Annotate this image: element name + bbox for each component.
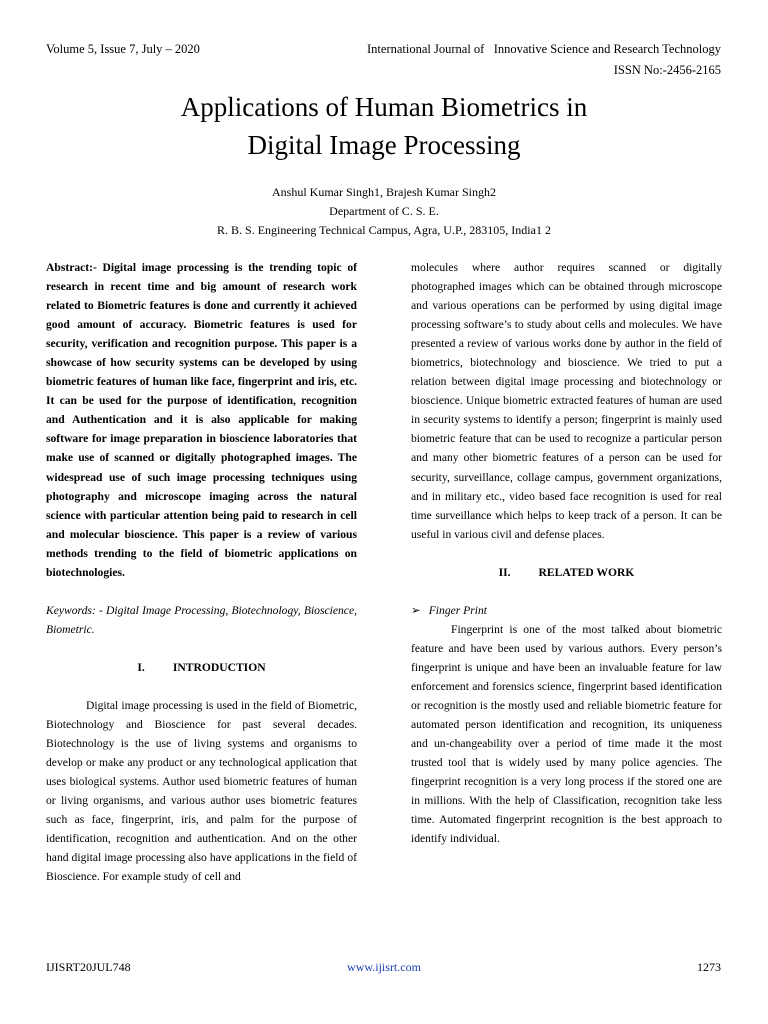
section-title: INTRODUCTION	[172, 660, 266, 674]
footer-website-link[interactable]: www.ijisrt.com	[347, 960, 421, 974]
header-issn: ISSN No:-2456-2165	[613, 63, 721, 77]
author-department: Department of C. S. E.	[329, 204, 439, 218]
title-line-1: Applications of Human Biometrics in	[180, 92, 588, 122]
paper-title	[0, 88, 768, 164]
section-number: I.	[137, 660, 145, 674]
header-journal: International Journal of Innovative Science and Research Technology	[367, 42, 721, 56]
subsection-title: Finger Print	[428, 603, 488, 617]
subsection-heading-finger-print	[411, 601, 722, 620]
author-names: Anshul Kumar Singh1, Brajesh Kumar Singh2	[272, 185, 496, 199]
author-block	[0, 183, 768, 240]
title-line-2: Digital Image Processing	[247, 130, 521, 160]
section-number: II.	[498, 565, 511, 579]
left-column	[46, 258, 357, 886]
arrow-bullet-icon: ➢	[411, 603, 421, 617]
introduction-continued: molecules where author requires scanned or digitally photographed images which can be obtained through microscope and various operations can be performed by using digital image processing software’s to study about cells and molecules. We have presented a review of various works done by author in the field of biometrics, biotechnology and bioscience. We tried to put a relation between digital image processing and biotechnology or bioscience. Unique biometric extracted features of human are used in security systems to identify a person; fingerprint is mainly used biometric feature that can be used to recognize a particular person and many other biometric features of a person can be used for security, surveillance, collage campus, government organizations, and in military etc., video based face recognition is used for real time surveillance which helps to keep track of a person. It can be useful in various civil and defense places.	[411, 261, 722, 541]
header-volume: Volume 5, Issue 7, July – 2020	[46, 42, 200, 56]
right-column	[411, 258, 722, 848]
footer-page-number: 1273	[697, 960, 721, 974]
introduction-paragraph: Digital image processing is used in the field of Biometric, Biotechnology and Bioscience for past several decades. Biotechnology is the use of living systems and organisms to develop or make any product or any technological application that uses biological systems. Author used biometric features of human or living organisms, and various author uses biometric features such as face, fingerprint, iris, and palm for the purpose of identification, recognition and authentication. And on the other hand digital image processing also have applications in the field of Bioscience. For example study of cell and	[46, 698, 357, 884]
abstract: Abstract:- Digital image processing is the trending topic of research in recent time and big amount of research work related to Biometric features is done and currently it achieved good amount of accuracy. Biometric features is used for security, verification and recognition purpose. This paper is a showcase of how security systems can be developed by using biometric features of human like face, fingerprint and iris, etc. It can be used for the purpose of identification, recognition and Authentication and it is also applicable for making software for image preparation in bioscience laboratories that make use of scanned or digitally photographed images. The widespread use of such image processing techniques using photography and microscope imaging across the natural science with particular attention being paid to research in cell and molecular bioscience. This paper is a review of various methods trending to the field of biometric applications on biotechnologies.	[46, 261, 357, 579]
section-title: RELATED WORK	[538, 565, 635, 579]
fingerprint-paragraph: Fingerprint is one of the most talked about biometric feature and have been used by various authors. Every person’s fingerprint is unique and have been an invaluable feature for law enforcement and forensics science, fingerprint based identification or recognition is the mostly used and reliable biometric feature for automated person identification and recognition, its uniqueness and un-changeability over a period of time made it the most trusted tool that is widely used by many police agencies. The fingerprint recognition is a very long process if the stored one are in millions. With the help of Classification, recognition take less time. Automated fingerprint recognition is the best approach to identify individual.	[411, 622, 722, 846]
footer-paper-id: IJISRT20JUL748	[46, 960, 131, 974]
section-heading-related-work	[411, 563, 722, 582]
keywords: Keywords: - Digital Image Processing, Biotechnology, Bioscience, Biometric.	[46, 603, 357, 636]
author-affiliation: R. B. S. Engineering Technical Campus, Agra, U.P., 283105, India1 2	[217, 223, 551, 237]
section-heading-introduction	[46, 658, 357, 677]
